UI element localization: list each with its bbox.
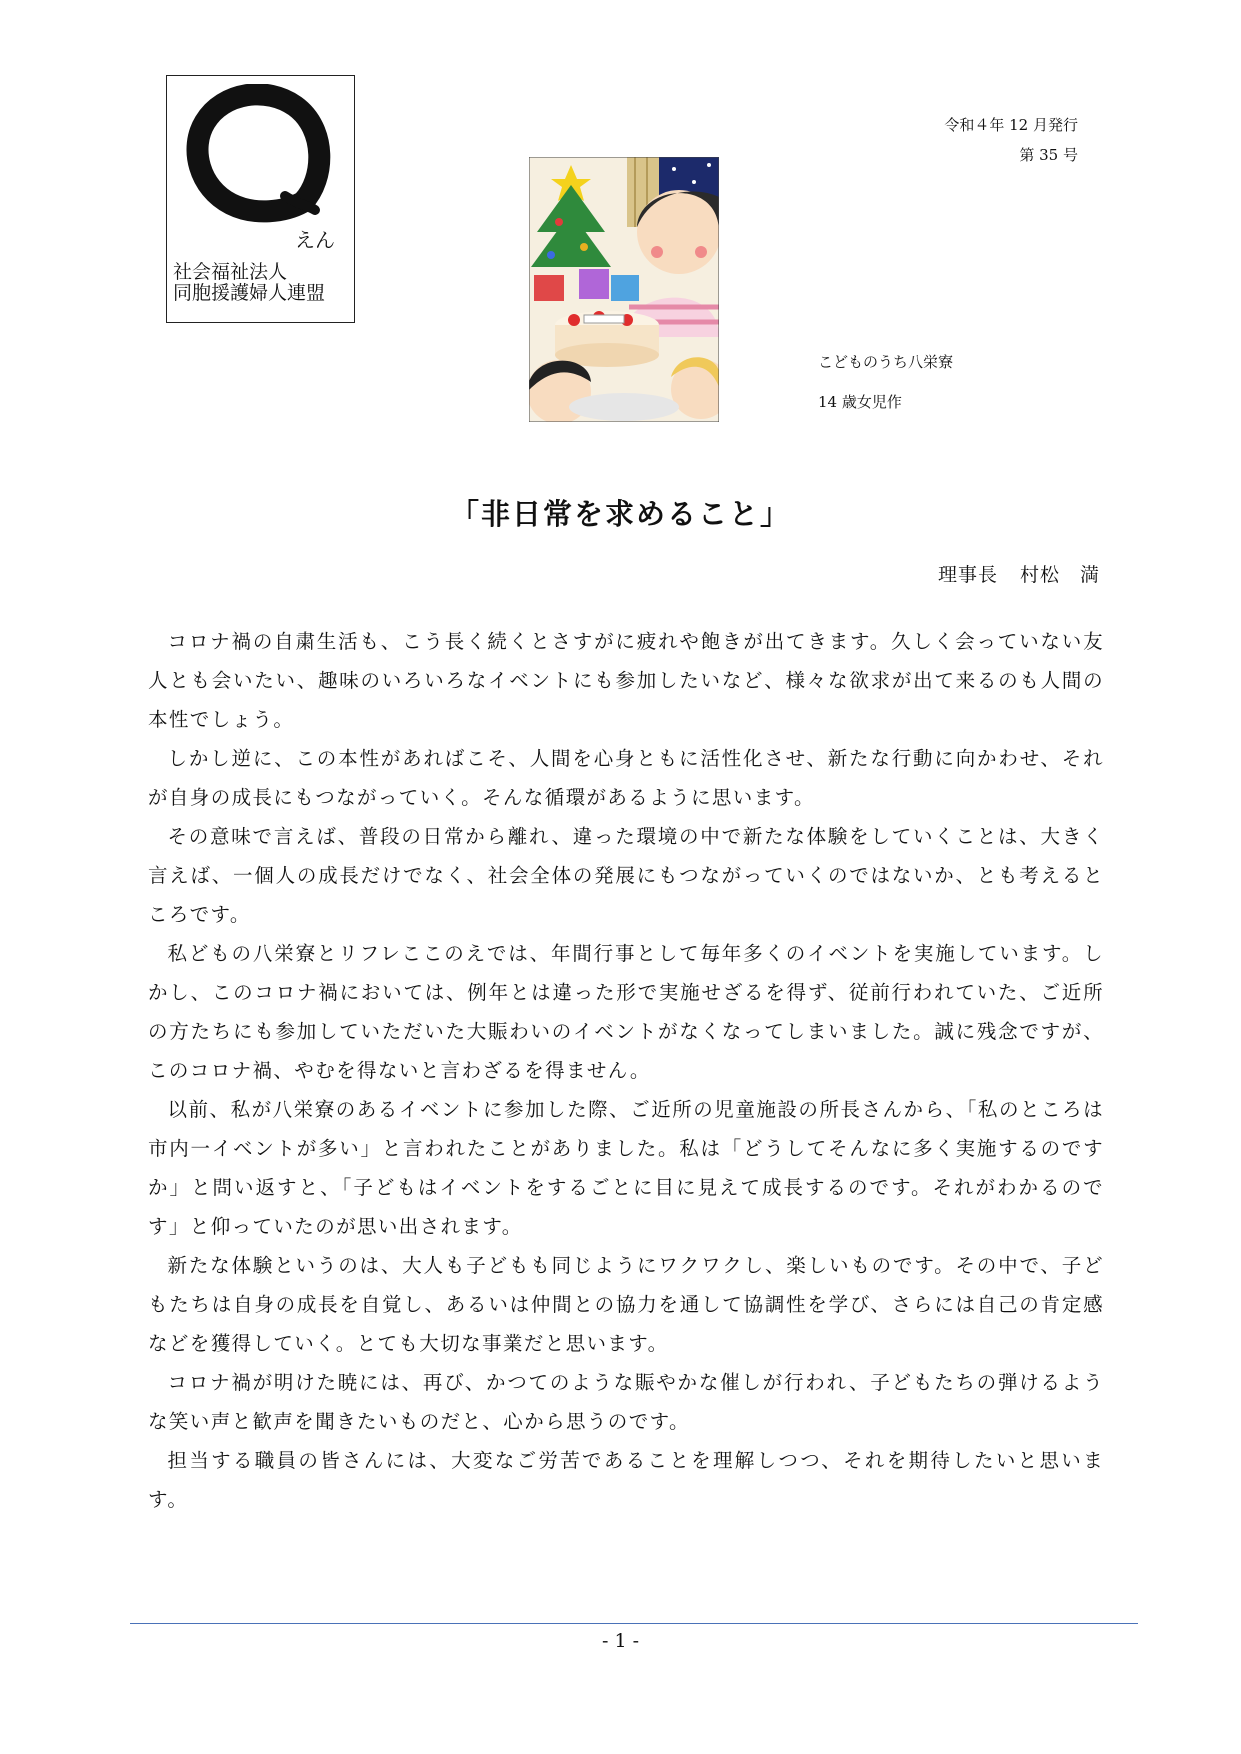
article-paragraph: その意味で言えば、普段の日常から離れ、違った環境の中で新たな体験をしていくことは、大きく言えば、一個人の成長だけでなく、社会全体の発展にもつながっていくのではないか、とも考えるところです。 <box>148 825 1104 926</box>
organization-name-line2: 同胞援護婦人連盟 <box>173 282 326 304</box>
issue-info <box>944 110 1078 170</box>
article-paragraph: 担当する職員の皆さんには、大変なご労苦であることを理解しつつ、それを期待したいと思います。 <box>148 1449 1104 1511</box>
credit-author: 14 歳女児作 <box>818 393 902 411</box>
article-paragraph: 以前、私が八栄寮のあるイベントに参加した際、ご近所の児童施設の所長さんから、「私のところは市内一イベントが多い」と言われたことがありました。私は「どうしてそんなに多く実施するのですか」と問い返すと、「子どもはイベントをするごとに目に見えて成長するのです。それがわかるのです」と仰っていたのが思い出されます。 <box>148 1098 1104 1238</box>
organization-name <box>173 262 325 304</box>
credit-place: こどものうち八栄寮 <box>818 353 954 371</box>
issue-date: 令和４年 12 月発行 <box>944 116 1078 134</box>
article-paragraph: しかし逆に、この本性があればこそ、人間を心身ともに活性化させ、新たな行動に向かわせ、それが自身の成長にもつながっていく。そんな循環があるように思います。 <box>148 747 1104 809</box>
illustration-credit <box>818 342 953 422</box>
article-author <box>938 560 1100 587</box>
article-paragraph: コロナ禍が明けた暁には、再び、かつてのような賑やかな催しが行われ、子どもたちの弾けるような笑い声と歓声を聞きたいものだと、心から思うのです。 <box>148 1371 1104 1433</box>
author-role: 理事長 <box>937 564 998 586</box>
page-number: - 1 - <box>601 1630 639 1652</box>
footer-divider <box>130 1623 1138 1624</box>
article-paragraph: 新たな体験というのは、大人も子どもも同じようにワクワクし、楽しいものです。その中で、子どもたちは自身の成長を自覚し、あるいは仲間との協力を通して協調性を学び、さらには自己の肯定感などを獲得していく。とても大切な事業だと思います。 <box>148 1254 1104 1355</box>
author-name: 村松 満 <box>1019 564 1100 586</box>
article-body <box>148 622 1104 1519</box>
article-paragraph: コロナ禍の自粛生活も、こう長く続くとさすがに疲れや飽きが出てきます。久しく会っていない友人とも会いたい、趣味のいろいろなイベントにも参加したいなど、様々な欲求が出て来るのも人間の本性でしょう。 <box>148 630 1104 731</box>
article-title: 「非日常を求めること」 <box>449 497 791 531</box>
issue-number: 第 35 号 <box>1019 146 1078 164</box>
christmas-drawing-illustration <box>529 157 719 422</box>
enso-circle-icon <box>185 84 335 224</box>
organization-logo <box>166 75 355 323</box>
article-paragraph: 私どもの八栄寮とリフレここのえでは、年間行事として毎年多くのイベントを実施しています。しかし、このコロナ禍においては、例年とは違った形で実施せざるを得ず、従前行われていた、ご近所の方たちにも参加していただいた大賑わいのイベントがなくなってしまいました。誠に残念ですが、このコロナ禍、やむを得ないと言わざるを得ません。 <box>148 942 1104 1082</box>
logo-reading: えん <box>295 228 335 252</box>
organization-name-line1: 社会福祉法人 <box>173 261 288 283</box>
